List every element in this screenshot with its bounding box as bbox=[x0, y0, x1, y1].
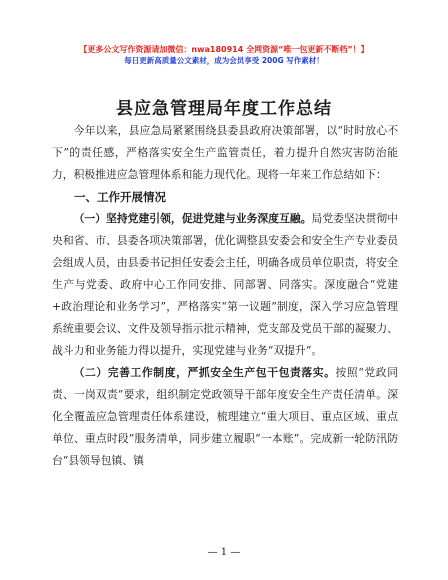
document-body bbox=[52, 120, 398, 472]
item-2-body: 按照“党政同责、一岗双责”要求，组织制定党政领导干部年度安全生产责任清单。深化全覆盖应急管理责任体系建设，梳理建立“重大项目、重点区域、重点单位、重点时段”服务清单，同步建立履职“一本账”。完成新一轮防汛防台“县领导包镇、镇 bbox=[52, 366, 398, 467]
document-title: 县应急管理局年度工作总结 bbox=[116, 99, 332, 119]
promo-banner bbox=[0, 44, 448, 66]
item-1-body: 局党委坚决贯彻中央和省、市、县委各项决策部署，优化调整县安委会和安全生产专业委员会组成人员，由县委书记担任安委会主任，明确各成员单位职责，将安全生产与党委、政府中心工作同安排、同部署、同落实。深度融合“党建+政治理论和业务学习”，严格落实“第一议题”制度，深入学习应急管理系统重要会议、文件及领导指示批示精神，党支部及党员干部的凝聚力、战斗力和业务能力得以提升，实现党建与业务“双提升”。 bbox=[52, 212, 399, 357]
page-number: — 1 — bbox=[207, 547, 241, 558]
item-2-heading: （二）完善工作制度，严抓安全生产包干包责落实。 bbox=[73, 366, 336, 379]
intro-paragraph: 今年以来，县应急局紧紧围绕县委县政府决策部署，以“时时放心不下”的责任感，严格落实安全生产监管责任，着力提升自然灾害防治能力，积极推进应急管理体系和能力现代化。现将一年来工作总结如下： bbox=[52, 124, 398, 181]
promo-banner-line2: 每日更新高质量公文素材，成为会员享受 200G 写作素材！ bbox=[124, 56, 324, 65]
item-2-paragraph bbox=[52, 362, 398, 472]
section-heading-1: 一、工作开展情况 bbox=[74, 190, 166, 204]
item-1-paragraph bbox=[52, 208, 398, 362]
item-1-heading: （一）坚持党建引领，促进党建与业务深度互融。 bbox=[73, 212, 312, 225]
promo-banner-line1: 【更多公文写作资源请加微信：nwa180914 全网资源“唯一包更新不断档”！】 bbox=[79, 45, 369, 54]
